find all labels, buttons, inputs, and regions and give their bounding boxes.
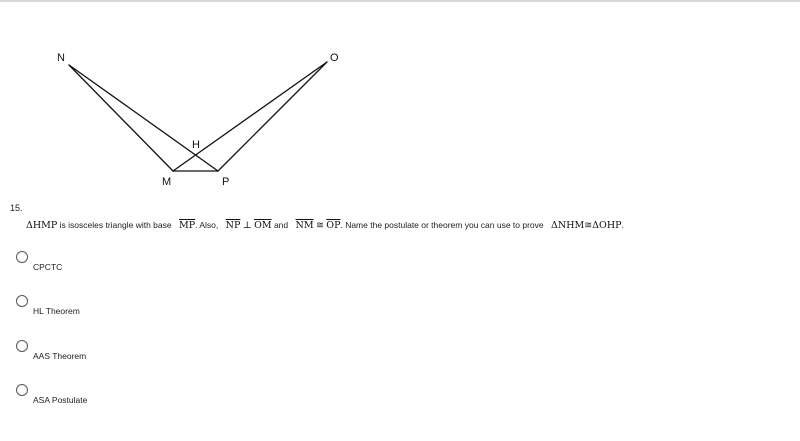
congruent-symbol-2: ≅	[584, 220, 593, 231]
point-label-o: O	[330, 52, 339, 64]
stem-text-4: . Name the postulate or theorem you can use to prove	[340, 220, 544, 230]
answer-option-asa-postulate[interactable]	[16, 384, 216, 414]
stem-text-5: .	[621, 220, 624, 230]
triangle-ohp: ΔOHP	[592, 220, 622, 231]
radio-button[interactable]	[16, 340, 28, 352]
question-stem	[26, 216, 624, 235]
geometry-figure	[0, 0, 800, 200]
perpendicular-symbol: ⊥	[242, 220, 252, 231]
triangle-nhm: ΔNHM	[551, 220, 585, 231]
congruent-symbol: ≅	[315, 220, 324, 231]
stem-text-3: and	[273, 220, 289, 230]
point-label-p: P	[222, 176, 230, 188]
answer-option-aas-theorem[interactable]	[16, 340, 216, 370]
segment-om-label: $\overline{OM}$	[254, 220, 272, 231]
option-label: AAS Theorem	[33, 351, 87, 361]
radio-button[interactable]	[16, 384, 28, 396]
segment-op	[218, 62, 327, 171]
point-label-m: M	[162, 176, 172, 188]
segment-nm	[69, 65, 173, 171]
radio-button[interactable]	[16, 251, 28, 263]
question-number: 15.	[10, 203, 23, 213]
segment-op-label: $\overline{OP}$	[326, 220, 341, 231]
segment-nm-label: $\overline{NM}$	[295, 220, 314, 231]
point-label-n: N	[57, 52, 65, 64]
answer-option-hl-theorem[interactable]	[16, 295, 216, 325]
stem-text-2: . Also,	[195, 220, 219, 230]
option-label: ASA Postulate	[33, 395, 88, 405]
point-label-h: H	[192, 139, 200, 151]
option-label: CPCTC	[33, 262, 63, 272]
radio-button[interactable]	[16, 295, 28, 307]
option-label: HL Theorem	[33, 306, 80, 316]
segment-mp-label: $\overline{MP}$	[179, 220, 196, 231]
answer-option-cpctc[interactable]	[16, 251, 216, 281]
segment-np-label: $\overline{NP}$	[225, 220, 241, 231]
segment-om	[173, 62, 327, 171]
stem-text-1: is isosceles triangle with base	[59, 220, 172, 230]
triangle-hmp: ΔHMP	[26, 220, 58, 231]
